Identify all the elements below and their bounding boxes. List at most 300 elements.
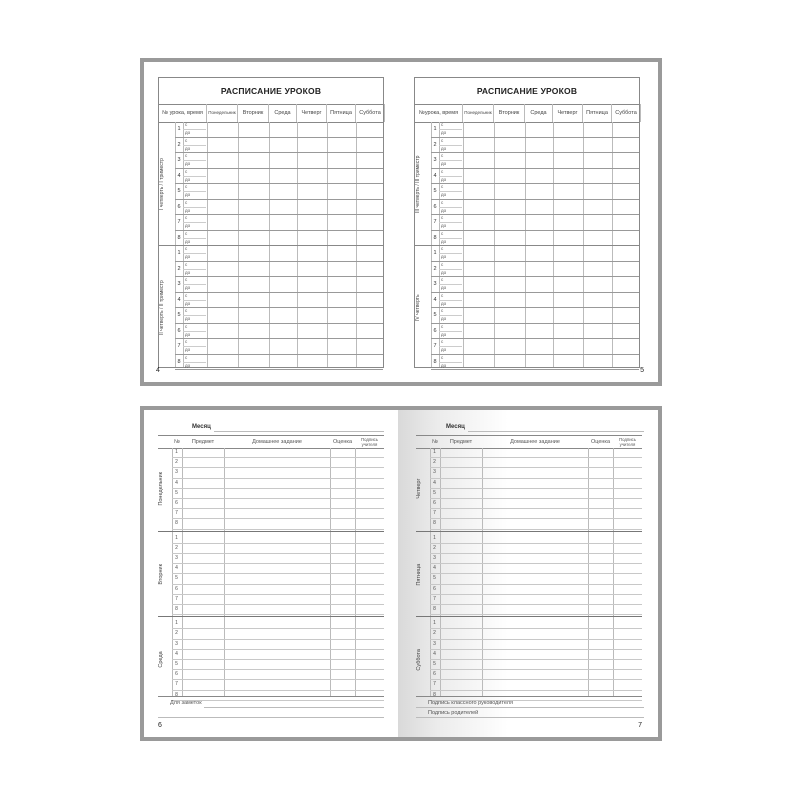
homework-row — [158, 468, 384, 478]
time-to-label: до — [185, 269, 191, 275]
time-from-label: с — [185, 153, 188, 158]
lesson-row — [415, 215, 639, 231]
lesson-row — [159, 355, 383, 371]
homework-row — [416, 680, 642, 690]
column-header-lesson-time: № урока, время — [159, 104, 207, 122]
row-number: 6 — [175, 500, 178, 506]
homework-row — [416, 619, 642, 629]
row-number: 3 — [175, 555, 178, 561]
row-number: 8 — [175, 606, 178, 612]
row-number: 7 — [433, 595, 436, 602]
row-number: 4 — [175, 479, 178, 486]
lesson-number: 4 — [177, 172, 181, 179]
row-number: 3 — [175, 469, 178, 476]
row-number: 6 — [175, 585, 178, 592]
time-from-label: с — [441, 137, 444, 143]
notes-line — [158, 717, 384, 718]
month-label: Месяц — [446, 424, 465, 430]
schedule-header-row — [415, 104, 639, 123]
row-number: 4 — [175, 650, 178, 657]
lesson-number: 1 — [177, 126, 181, 132]
lesson-row — [415, 231, 639, 247]
time-to-label: до — [441, 347, 447, 352]
lesson-number: 8 — [177, 358, 181, 365]
time-to-label: до — [441, 207, 447, 213]
time-to-label: до — [185, 145, 191, 151]
homework-row — [158, 680, 384, 690]
column-header-day: Понедельник — [463, 104, 494, 122]
lesson-row — [159, 277, 383, 293]
lesson-row — [415, 308, 639, 324]
column-header-homework: Домашнее задание — [510, 439, 560, 445]
row-number: 2 — [433, 630, 436, 637]
column-header-subject: Предмет — [191, 439, 215, 445]
homework-row — [416, 650, 642, 660]
time-from-label: с — [185, 323, 188, 329]
term-label: I четверть / I триместр — [159, 158, 165, 210]
row-number: 7 — [433, 681, 436, 688]
time-to-label: до — [185, 362, 191, 368]
lesson-number: 1 — [433, 250, 437, 256]
column-header-day: Четверг — [553, 104, 583, 122]
time-from-label: с — [441, 261, 444, 267]
homework-spread — [140, 406, 662, 741]
lesson-number: 3 — [177, 157, 181, 163]
row-number: 1 — [433, 449, 436, 455]
column-header-number: № — [432, 439, 438, 445]
column-header-lesson-time: №урока, время — [415, 104, 463, 122]
lesson-row — [415, 293, 639, 309]
time-from-label: с — [185, 292, 188, 298]
row-number: 2 — [433, 459, 436, 466]
schedule-title: РАСПИСАНИЕ УРОКОВ — [415, 78, 639, 105]
row-line — [172, 614, 384, 615]
time-from-label: с — [185, 308, 188, 313]
homework-row — [416, 448, 642, 458]
time-to-label: до — [185, 223, 191, 228]
day-separator — [416, 531, 642, 532]
lesson-number: 4 — [433, 172, 437, 179]
lesson-row — [415, 153, 639, 169]
homework-row — [416, 509, 642, 519]
schedule-title: РАСПИСАНИЕ УРОКОВ — [159, 78, 383, 105]
lesson-number: 4 — [433, 296, 437, 303]
lesson-row — [415, 262, 639, 278]
time-to-label: до — [185, 331, 191, 337]
time-from-label: с — [185, 339, 188, 344]
row-number: 2 — [175, 544, 178, 551]
lesson-number: 7 — [433, 343, 437, 349]
time-to-label: до — [185, 285, 191, 290]
homework-row — [416, 499, 642, 509]
row-number: 4 — [433, 650, 436, 657]
row-number: 5 — [433, 489, 436, 496]
row-number: 1 — [433, 534, 436, 541]
time-to-label: до — [441, 145, 447, 151]
row-line — [175, 369, 383, 370]
lesson-number: 8 — [433, 234, 437, 241]
time-from-label: с — [185, 354, 188, 360]
row-number: 3 — [175, 640, 178, 647]
month-line — [214, 431, 384, 432]
row-number: 3 — [433, 640, 436, 647]
homework-row — [416, 519, 642, 529]
lesson-row — [159, 262, 383, 278]
time-to-label: до — [185, 176, 191, 182]
lesson-row — [159, 231, 383, 247]
time-to-label: до — [441, 362, 447, 368]
time-to-label: до — [441, 254, 447, 259]
lesson-row — [159, 169, 383, 185]
time-to-label: до — [441, 223, 447, 228]
lesson-row — [415, 339, 639, 355]
row-number: 7 — [175, 510, 178, 517]
lesson-number: 5 — [177, 312, 181, 318]
homework-row — [416, 479, 642, 489]
schedule-spread — [140, 58, 662, 386]
homework-row — [158, 564, 384, 574]
row-number: 7 — [175, 595, 178, 602]
homework-row — [416, 640, 642, 650]
homework-row — [416, 574, 642, 584]
lesson-row — [159, 184, 383, 200]
month-label: Месяц — [192, 424, 211, 430]
time-from-label: с — [185, 230, 188, 236]
homework-row — [416, 458, 642, 468]
schedule-body — [159, 122, 383, 367]
day-label: Суббота — [416, 649, 422, 671]
lesson-number: 2 — [177, 265, 181, 272]
term-label: II четверть / II триместр — [159, 280, 165, 336]
time-from-label: с — [185, 215, 188, 220]
time-from-label: с — [185, 168, 188, 174]
lesson-number: 5 — [177, 188, 181, 194]
column-header-day: Пятница — [583, 104, 612, 122]
row-line — [430, 614, 642, 615]
row-number: 4 — [433, 479, 436, 486]
column-header-grade: Оценка — [590, 439, 611, 445]
day-label: Четверг — [416, 478, 422, 499]
time-to-label: до — [185, 192, 191, 197]
schedule-page-left — [144, 62, 398, 382]
time-to-label: до — [185, 161, 191, 166]
lesson-row — [159, 153, 383, 169]
row-number: 1 — [175, 534, 178, 541]
row-number: 3 — [433, 469, 436, 476]
homework-row — [158, 629, 384, 639]
homework-row — [416, 585, 642, 595]
lesson-row — [415, 138, 639, 154]
row-number: 2 — [175, 630, 178, 637]
row-number: 6 — [433, 585, 436, 592]
column-header-grade: Оценка — [332, 439, 353, 445]
time-from-label: с — [185, 199, 188, 205]
column-header-day: Понедельник — [207, 104, 238, 122]
row-line — [172, 700, 384, 701]
page-number: 5 — [640, 367, 644, 374]
lesson-number: 5 — [433, 312, 437, 318]
lesson-row — [415, 324, 639, 340]
homework-row — [416, 544, 642, 554]
lesson-number: 2 — [433, 265, 437, 272]
column-header-teacher-sign: Подпись учителя — [360, 437, 378, 447]
column-header-day: Суббота — [356, 104, 385, 122]
day-separator — [158, 616, 384, 617]
time-from-label: с — [185, 246, 188, 251]
time-from-label: с — [185, 122, 188, 127]
time-from-label: с — [441, 168, 444, 174]
column-header-homework: Домашнее задание — [252, 439, 302, 445]
time-from-label: с — [441, 246, 444, 251]
page-number: 7 — [638, 722, 642, 729]
column-header-number: № — [174, 439, 180, 445]
row-number: 6 — [175, 671, 178, 678]
homework-row — [158, 499, 384, 509]
time-from-label: с — [441, 199, 444, 205]
time-to-label: до — [441, 130, 447, 135]
class-teacher-sign-label: Подпись классного руководителя — [428, 700, 513, 706]
lesson-number: 7 — [177, 219, 181, 225]
row-number: 1 — [175, 620, 178, 627]
day-label: Среда — [158, 651, 164, 669]
column-header-day: Суббота — [612, 104, 641, 122]
time-from-label: с — [185, 137, 188, 143]
row-number: 8 — [175, 691, 178, 698]
time-from-label: с — [441, 323, 444, 329]
time-from-label: с — [441, 292, 444, 298]
homework-row — [416, 534, 642, 544]
lesson-number: 1 — [433, 126, 437, 132]
row-number: 2 — [175, 459, 178, 466]
homework-row — [416, 468, 642, 478]
homework-row — [158, 574, 384, 584]
homework-row — [158, 448, 384, 458]
schedule-table — [158, 77, 384, 368]
lesson-number: 8 — [433, 358, 437, 365]
lesson-row — [159, 200, 383, 216]
homework-row — [158, 660, 384, 670]
time-from-label: с — [441, 230, 444, 236]
homework-table — [416, 435, 642, 697]
time-from-label: с — [185, 277, 188, 282]
day-label: Понедельник — [158, 471, 164, 506]
time-to-label: до — [185, 254, 191, 259]
day-label: Вторник — [158, 564, 164, 585]
row-number: 8 — [433, 520, 436, 527]
time-to-label: до — [185, 347, 191, 352]
column-header-day: Пятница — [327, 104, 356, 122]
time-to-label: до — [185, 300, 191, 306]
row-number: 5 — [433, 575, 436, 582]
time-from-label: с — [441, 354, 444, 360]
lesson-number: 2 — [433, 141, 437, 148]
row-number: 6 — [433, 671, 436, 678]
row-line — [430, 529, 642, 530]
homework-row — [158, 640, 384, 650]
time-from-label: с — [441, 153, 444, 158]
homework-row — [158, 544, 384, 554]
column-header-day: Вторник — [494, 104, 525, 122]
parents-sign-label: Подпись родителей — [428, 710, 479, 716]
month-line — [468, 431, 644, 432]
time-to-label: до — [441, 269, 447, 275]
lesson-number: 5 — [433, 188, 437, 194]
homework-row — [158, 479, 384, 489]
row-number: 7 — [175, 681, 178, 688]
time-to-label: до — [185, 238, 191, 244]
homework-row — [158, 650, 384, 660]
row-line — [431, 369, 639, 370]
time-from-label: с — [185, 184, 188, 189]
time-to-label: до — [441, 238, 447, 244]
row-number: 8 — [433, 691, 436, 698]
row-number: 5 — [175, 489, 178, 496]
lesson-number: 3 — [177, 281, 181, 287]
lesson-row — [415, 169, 639, 185]
time-to-label: до — [185, 207, 191, 213]
column-header-day: Вторник — [238, 104, 269, 122]
lesson-row — [415, 277, 639, 293]
row-line — [172, 529, 384, 530]
lesson-row — [159, 215, 383, 231]
time-to-label: до — [441, 161, 447, 166]
row-number: 8 — [433, 606, 436, 612]
homework-page-right — [398, 410, 658, 737]
homework-row — [158, 534, 384, 544]
time-to-label: до — [441, 331, 447, 337]
notes-label: Для заметок — [170, 700, 202, 706]
homework-table — [158, 435, 384, 697]
lesson-number: 7 — [177, 343, 181, 349]
lesson-row — [415, 246, 639, 262]
lesson-row — [159, 246, 383, 262]
homework-row — [158, 619, 384, 629]
page-number: 4 — [156, 367, 160, 374]
homework-body — [416, 448, 642, 696]
homework-row — [416, 605, 642, 615]
lesson-number: 2 — [177, 141, 181, 148]
homework-row — [416, 554, 642, 564]
schedule-page-right — [398, 62, 658, 382]
lesson-number: 6 — [177, 203, 181, 210]
homework-row — [416, 489, 642, 499]
notes-line — [204, 707, 384, 708]
homework-row — [416, 660, 642, 670]
time-from-label: с — [441, 308, 444, 313]
lesson-row — [415, 122, 639, 138]
lesson-number: 3 — [433, 281, 437, 287]
row-number: 4 — [433, 565, 436, 572]
homework-row — [158, 585, 384, 595]
time-from-label: с — [441, 277, 444, 282]
homework-row — [158, 458, 384, 468]
lesson-number: 3 — [433, 157, 437, 163]
lesson-row — [415, 355, 639, 371]
homework-row — [158, 519, 384, 529]
time-to-label: до — [441, 176, 447, 182]
time-from-label: с — [441, 122, 444, 127]
lesson-number: 7 — [433, 219, 437, 225]
homework-row — [158, 489, 384, 499]
homework-row — [416, 629, 642, 639]
homework-row — [416, 564, 642, 574]
schedule-header-row — [159, 104, 383, 123]
row-number: 1 — [175, 449, 178, 455]
homework-row — [158, 509, 384, 519]
lesson-row — [159, 138, 383, 154]
day-label: Пятница — [416, 563, 422, 586]
time-from-label: с — [441, 184, 444, 189]
schedule-table — [414, 77, 640, 368]
day-separator — [416, 616, 642, 617]
day-separator — [158, 531, 384, 532]
term-label: IV четверть — [415, 294, 421, 322]
row-number: 3 — [433, 555, 436, 561]
sign-line — [416, 707, 644, 708]
lesson-number: 6 — [433, 203, 437, 210]
lesson-row — [415, 184, 639, 200]
sign-line — [416, 717, 644, 718]
row-number: 8 — [175, 520, 178, 527]
time-to-label: до — [441, 316, 447, 321]
column-header-teacher-sign: Подпись учителя — [618, 437, 636, 447]
schedule-body — [415, 122, 639, 367]
row-number: 5 — [175, 661, 178, 667]
homework-page-left — [144, 410, 398, 737]
lesson-row — [159, 339, 383, 355]
row-number: 2 — [433, 544, 436, 551]
time-to-label: до — [441, 285, 447, 290]
lesson-row — [159, 308, 383, 324]
lesson-row — [159, 324, 383, 340]
term-label: III четверть / III триместр — [415, 155, 421, 213]
row-number: 5 — [175, 575, 178, 582]
homework-row — [158, 605, 384, 615]
homework-body — [158, 448, 384, 696]
homework-row — [158, 670, 384, 680]
time-from-label: с — [441, 215, 444, 220]
time-to-label: до — [441, 192, 447, 197]
row-number: 5 — [433, 661, 436, 667]
homework-row — [416, 670, 642, 680]
homework-row — [158, 554, 384, 564]
homework-row — [416, 595, 642, 605]
column-header-day: Среда — [525, 104, 553, 122]
column-header-subject: Предмет — [449, 439, 473, 445]
time-from-label: с — [441, 339, 444, 344]
page-number: 6 — [158, 722, 162, 729]
lesson-row — [159, 122, 383, 138]
lesson-row — [415, 200, 639, 216]
row-number: 6 — [433, 500, 436, 506]
homework-row — [158, 595, 384, 605]
lesson-number: 6 — [433, 327, 437, 334]
lesson-number: 6 — [177, 327, 181, 334]
column-header-day: Среда — [269, 104, 297, 122]
time-to-label: до — [185, 130, 191, 135]
row-number: 1 — [433, 620, 436, 627]
time-to-label: до — [441, 300, 447, 306]
lesson-number: 1 — [177, 250, 181, 256]
lesson-row — [159, 293, 383, 309]
row-number: 4 — [175, 565, 178, 572]
lesson-number: 4 — [177, 296, 181, 303]
time-from-label: с — [185, 261, 188, 267]
row-number: 7 — [433, 510, 436, 517]
lesson-number: 8 — [177, 234, 181, 241]
column-header-day: Четверг — [297, 104, 327, 122]
time-to-label: до — [185, 316, 191, 321]
